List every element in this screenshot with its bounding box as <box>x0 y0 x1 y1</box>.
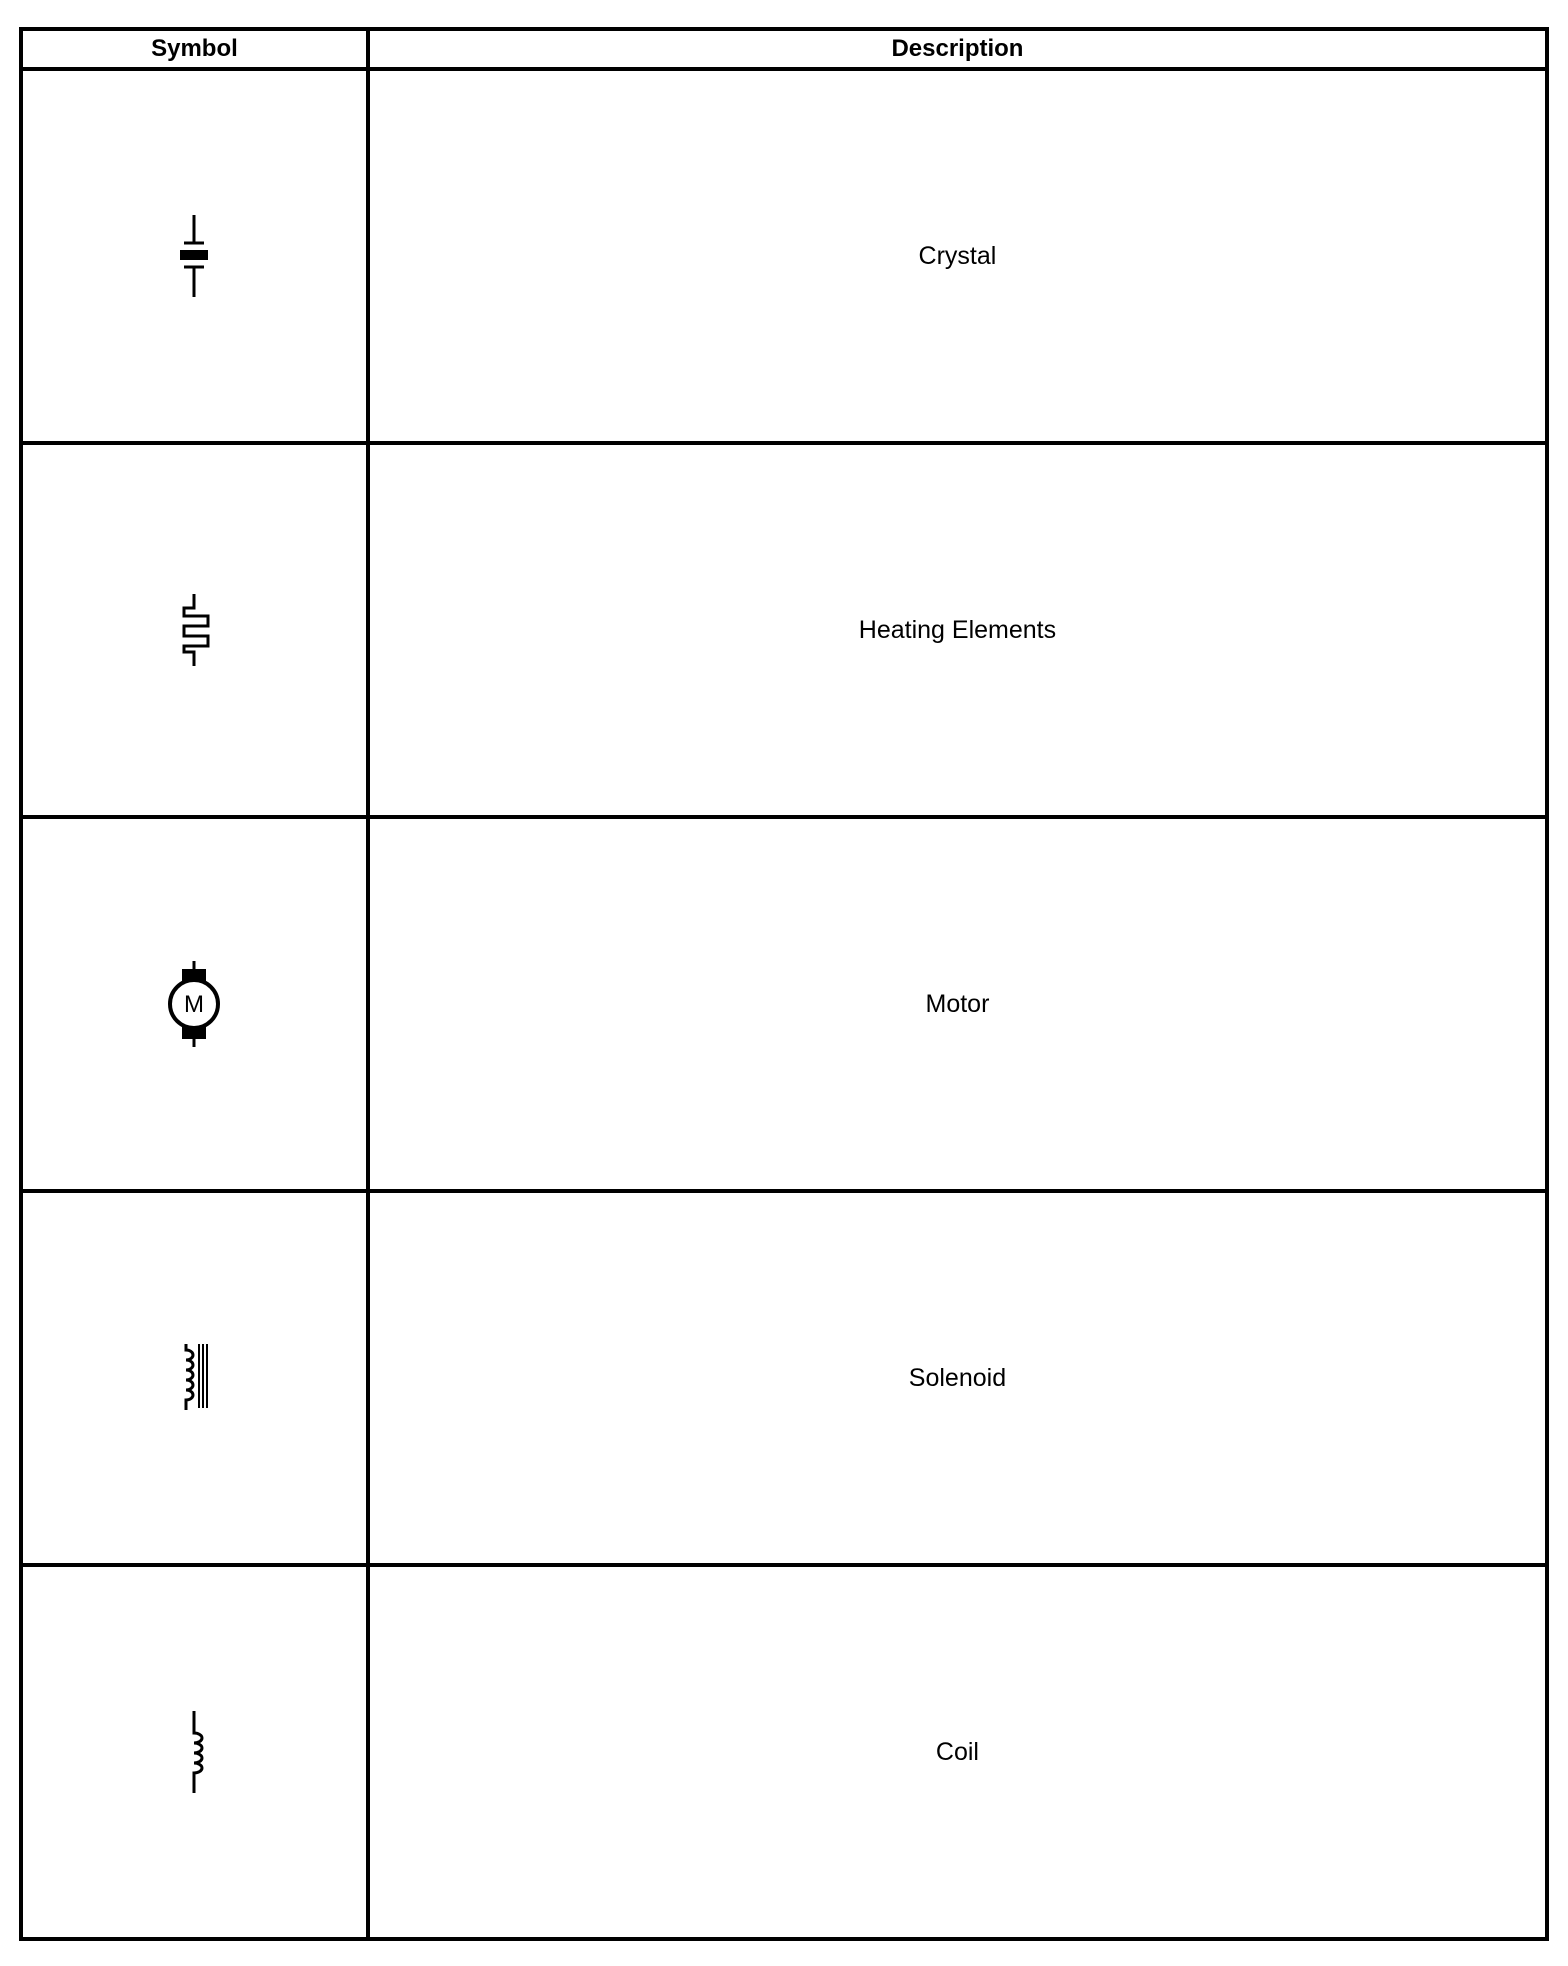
table-header-row <box>21 29 1547 69</box>
symbol-cell <box>21 69 368 443</box>
symbol-cell <box>21 1191 368 1565</box>
table-row <box>21 443 1547 817</box>
heating-element-icon <box>164 590 224 670</box>
description-cell: Motor <box>368 817 1547 1191</box>
description-cell: Crystal <box>368 69 1547 443</box>
table-row <box>21 1565 1547 1939</box>
solenoid-icon <box>164 1338 224 1418</box>
table-row <box>21 817 1547 1191</box>
crystal-icon <box>164 211 224 301</box>
description-cell: Solenoid <box>368 1191 1547 1565</box>
motor-icon <box>154 959 234 1049</box>
description-cell: Coil <box>368 1565 1547 1939</box>
symbol-cell <box>21 1565 368 1939</box>
description-cell: Heating Elements <box>368 443 1547 817</box>
symbol-cell <box>21 443 368 817</box>
table-row <box>21 69 1547 443</box>
symbol-cell <box>21 817 368 1191</box>
motor-label: M <box>184 991 205 1018</box>
description-column-header: Description <box>368 29 1547 69</box>
coil-icon <box>164 1707 224 1797</box>
table-row <box>21 1191 1547 1565</box>
symbol-table <box>19 27 1549 1941</box>
symbol-column-header: Symbol <box>21 29 368 69</box>
